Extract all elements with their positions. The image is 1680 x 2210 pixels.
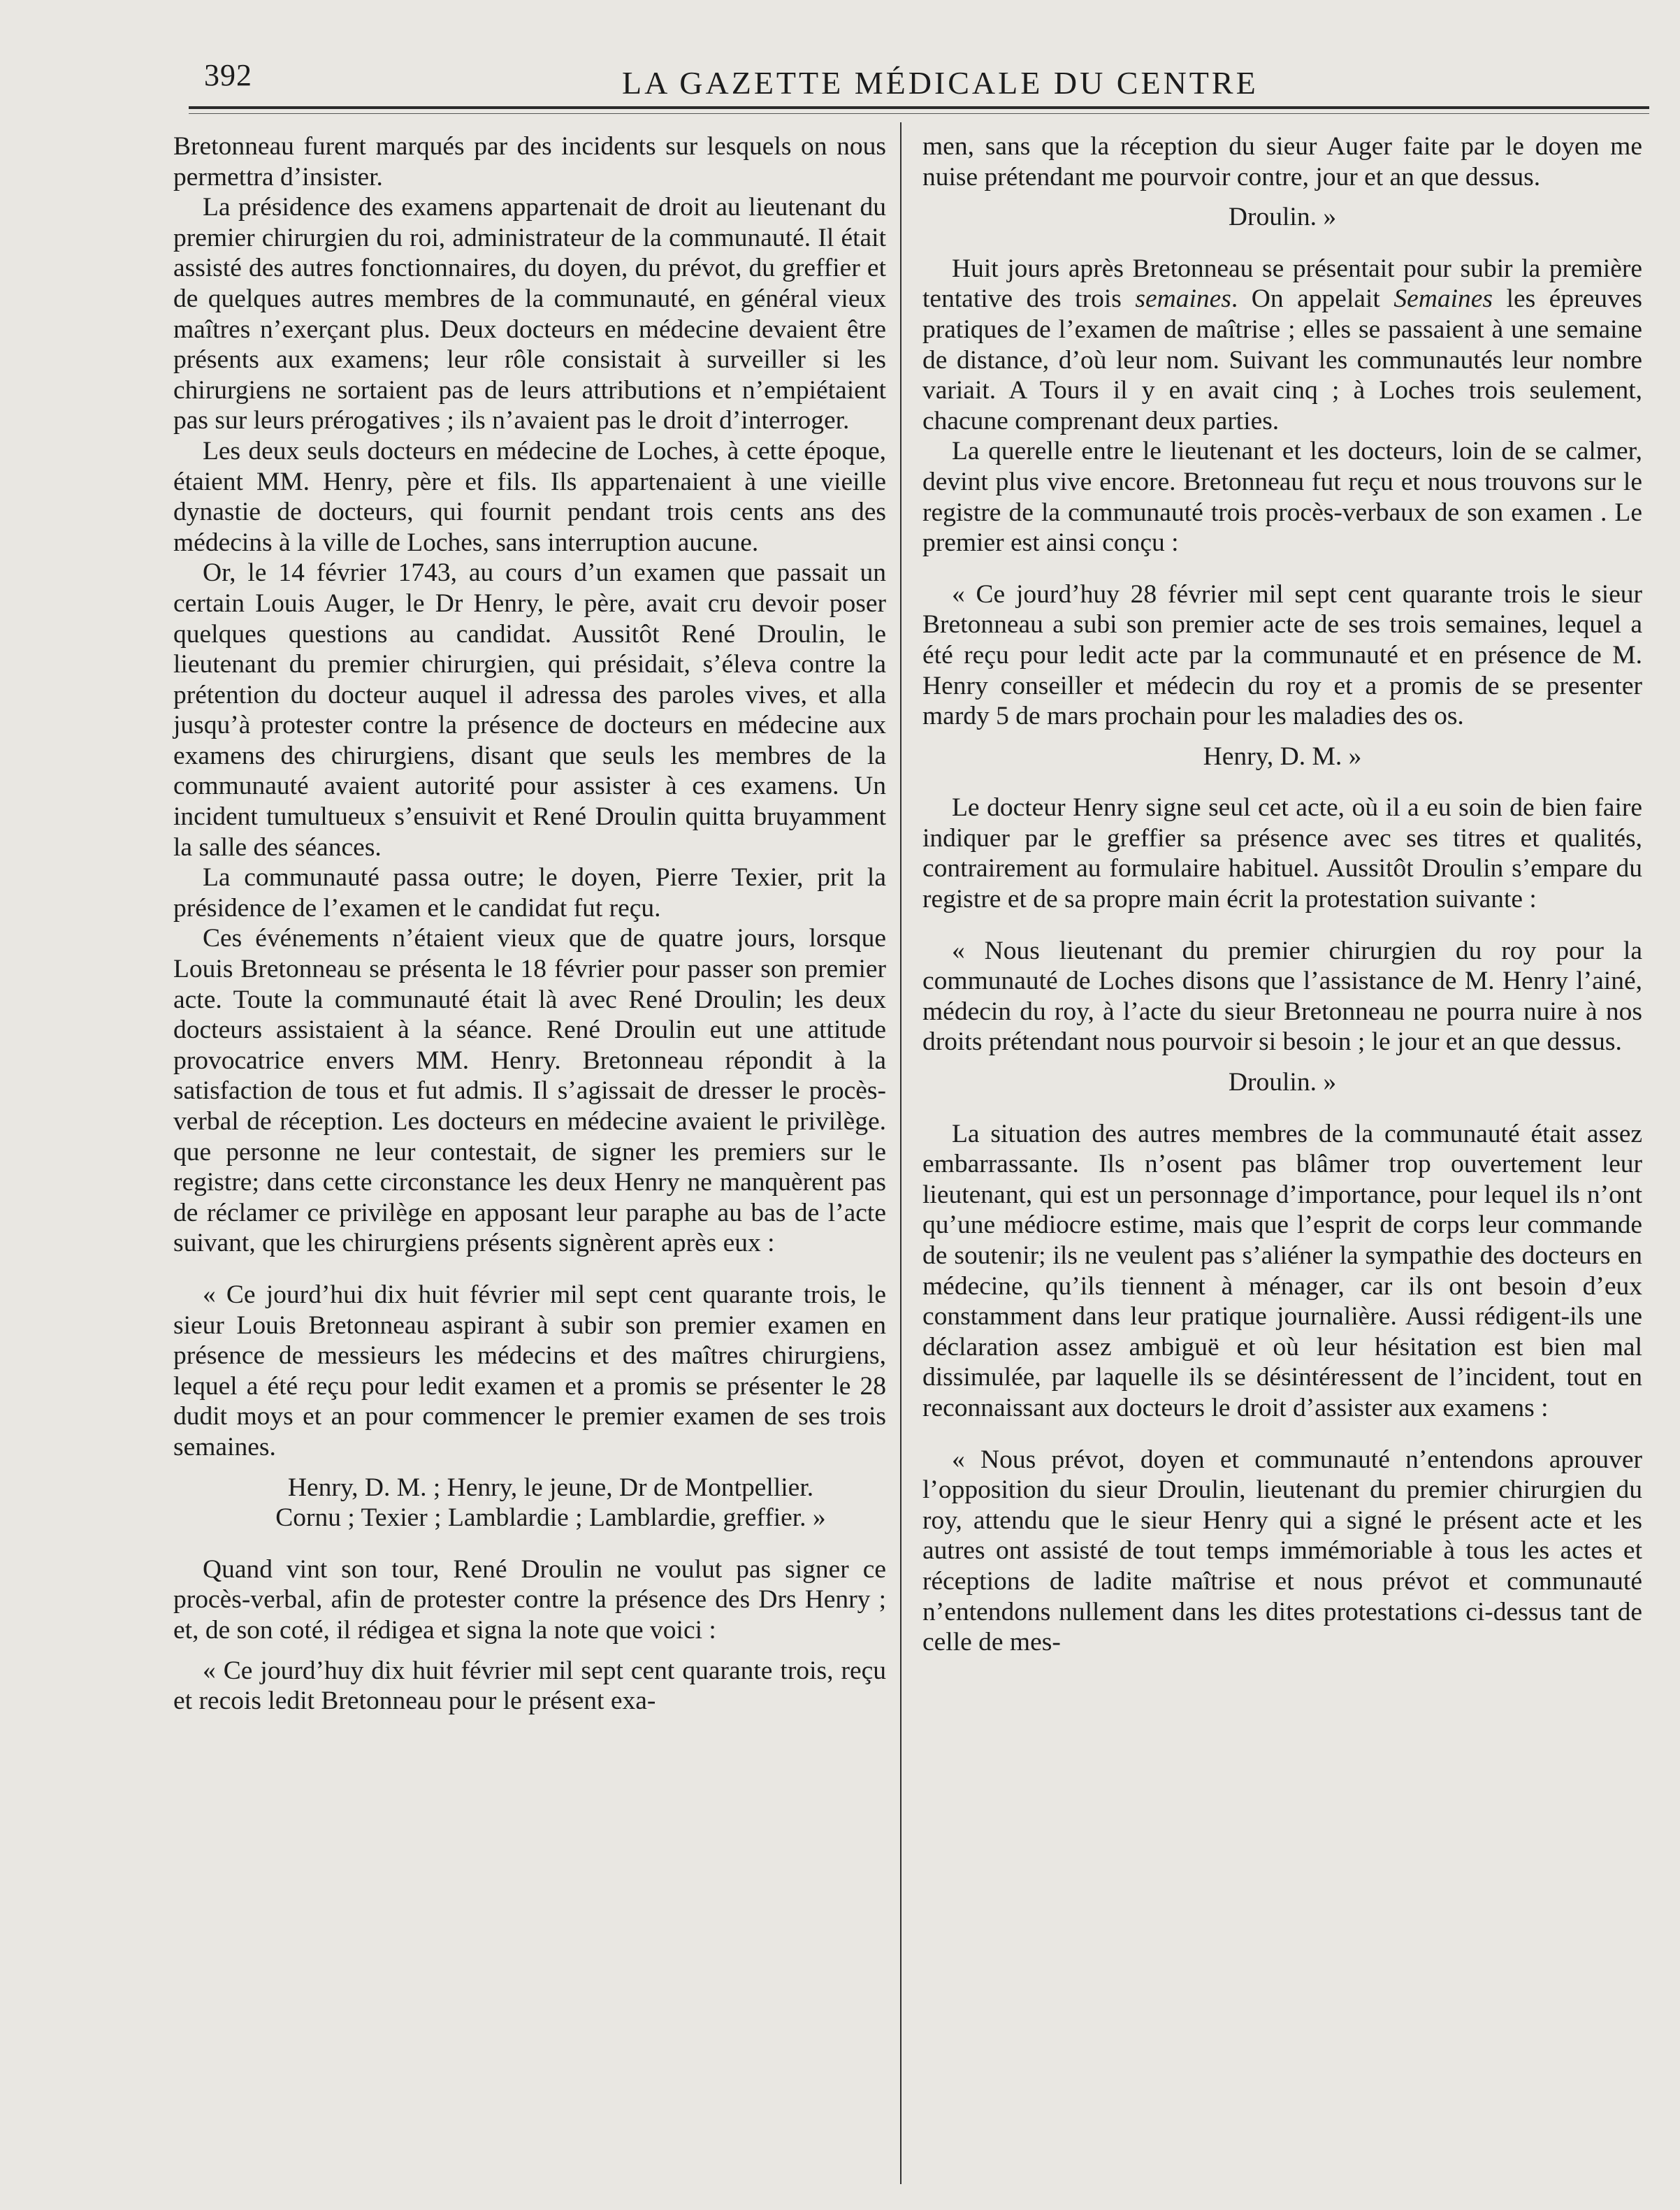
journal-title: LA GAZETTE MÉDICALE DU CENTRE [622,65,1259,101]
quotation: « Nous prévot, doyen et communauté n’entendons aprouver l’opposition du sieur Droulin, lieutenant du premier chirurgien du roy, attendu que le sieur Henry qui a signé le présent acte et les autres ont assisté de tout temps immémoriable à tous les actes et réceptions de ladite maîtrise et nous prévot et communauté n’entendons nullement dans les dites protestations ci-dessus tant de celle de mes- [922,1445,1642,1657]
quotation: « Nous lieutenant du premier chirurgien du roy pour la communauté de Loches disons que l’assistance de M. Henry l’ainé, médecin du roy, à l’acte du sieur Bretonneau ne pourra nuire à nos droits prétendant nous pourvoir si besoin ; le jour et an que dessus. [922,936,1642,1057]
right-column [922,131,1642,1658]
paragraph: Le docteur Henry signe seul cet acte, où il a eu soin de bien faire indiquer par le greffier sa présence avec ses titres et qualités, contrairement au formulaire habituel. Aussitôt Droulin s’empare du registre et de sa propre main écrit la protestation suivante : [922,793,1642,914]
column-divider [900,122,901,2184]
paragraph: Huit jours après Bretonneau se présentait pour subir la première tentative des trois semaines. On appelait Semaines les épreuves pratiques de l’examen de maîtrise ; elles se passaient à une semaine de distance, d’où leur nom. Suivant les communautés leur nombre variait. A Tours il y en avait cinq ; à Loches trois seulement, chacune comprenant deux parties. [922,254,1643,435]
page-number: 392 [204,58,252,92]
signature: Droulin. » [1228,203,1337,232]
signature-line: Cornu ; Texier ; Lamblardie ; Lamblardie, greffier. » [275,1503,826,1533]
paragraph: La querelle entre le lieutenant et les docteurs, loin de se calmer, devint plus vive encore. Bretonneau fut reçu et nous trouvons sur le registre de la communauté trois procès-verbaux de son examen . Le premier est ainsi conçu : [922,437,1642,558]
quotation: « Ce jourd’huy dix huit février mil sept cent quarante trois, reçu et recois ledit Bretonneau pour le présent exa- [173,1656,886,1716]
quotation: « Ce jourd’huy 28 février mil sept cent quarante trois le sieur Bretonneau a subi son premier acte de ses trois semaines, lequel a été reçu pour ledit acte par la communauté et en présence de M. Henry conseiller et médecin du roy et a promis de se presenter mardy 5 de mars prochain pour les maladies des os. [922,579,1642,731]
paragraph: La situation des autres membres de la communauté était assez embarrassante. Ils n’osent pas blâmer trop ouvertement leur lieutenant, qui est un personnage d’importance, pour lequel ils n’ont qu’une médiocre estime, mais que l’esprit de corps leur commande de soutenir; ils ne veulent pas s’aliéner la sympathie des docteurs en médecine, qu’ils tiennent à ménager, car ils ont besoin d’eux constamment dans leur pratique journalière. Aussi rédigent-ils une déclaration assez ambiguë et où leur hésitation est bien mal dissimulée, par laquelle ils se désintéressent de l’incident, tout en reconnaissant aux docteurs le droit d’assister aux examens : [922,1119,1642,1422]
paragraph: Quand vint son tour, René Droulin ne voulut pas signer ce procès-verbal, afin de protester contre la présence des Drs Henry ; et, de son coté, il rédigea et signa la note que voici : [173,1554,886,1645]
paragraph: Les deux seuls docteurs en médecine de Loches, à cette époque, étaient MM. Henry, père et fils. Ils appartenaient à une vieille dynastie de docteurs, qui fournit pendant trois cents ans des médecins à la ville de Loches, sans interruption aucune. [173,436,886,557]
paragraph: Or, le 14 février 1743, au cours d’un examen que passait un certain Louis Auger, le Dr Henry, le père, avait cru devoir poser quelques questions au candidat. Aussitôt René Droulin, le lieutenant du premier chirurgien, qui présidait, s’éleva contre la prétention du docteur auquel il adressa des paroles vives, et alla jusqu’à protester contre la présence de docteurs en médecine aux examens des chirurgiens, disant que seuls les membres de la communauté avaient autorité pour assister à ces examens. Un incident tumultueux s’ensuivit et René Droulin quitta bruyamment la salle des séances. [173,558,886,862]
paragraph: La communauté passa outre; le doyen, Pierre Texier, prit la présidence de l’examen et le candidat fut reçu. [173,863,886,923]
signature: Droulin. » [1228,1068,1337,1097]
header-rule [189,106,1649,109]
left-column [173,131,886,1717]
signature: Henry, D. M. » [1203,742,1362,771]
quotation: « Ce jourd’hui dix huit février mil sept cent quarante trois, le sieur Louis Bretonneau aspirant à subir son premier examen en présence de messieurs les médecins et des maîtres chirurgiens, lequel a été reçu pour ledit examen et a promis se présenter le 28 dudit moys et an pour commencer le premier examen de ses trois semaines. [173,1280,886,1461]
paragraph: Ces événements n’étaient vieux que de quatre jours, lorsque Louis Bretonneau se présenta le 18 février pour passer son premier acte. Toute la communauté était là avec René Droulin; les deux docteurs assistaient à la séance. René Droulin eut une attitude provocatrice envers MM. Henry. Bretonneau répondit à la satisfaction de tous et fut admis. Il s’agissait de dresser le procès-verbal de réception. Les docteurs en médecine avaient le privilège. que personne ne leur contestait, de signer les premiers sur le registre; dans cette circonstance les deux Henry ne manquèrent pas de réclamer ce privilège en apposant leur paraphe au bas de l’acte suivant, que les chirurgiens présents signèrent après eux : [173,924,886,1258]
paragraph: La présidence des examens appartenait de droit au lieutenant du premier chirurgien du roi, administrateur de la communauté. Il était assisté des autres fonctionnaires, du doyen, du prévot, du greffier et de quelques autres membres de la communauté, en général vieux maîtres n’exerçant plus. Deux docteurs en médecine devaient être présents aux examens; leur rôle consistait à surveiller si les chirurgiens ne sortaient pas de leurs attributions et n’empiétaient pas sur leurs prérogatives ; ils n’avaient pas le droit d’interroger. [173,193,886,435]
header-rule-thin [189,113,1649,114]
signature-line: Henry, D. M. ; Henry, le jeune, Dr de Montpellier. [287,1473,814,1502]
quotation-continued: men, sans que la réception du sieur Auger faite par le doyen me nuise prétendant me pourvoir contre, jour et an que dessus. [922,132,1642,192]
paragraph: Bretonneau furent marqués par des incidents sur lesquels on nous permettra d’insister. [173,132,886,192]
